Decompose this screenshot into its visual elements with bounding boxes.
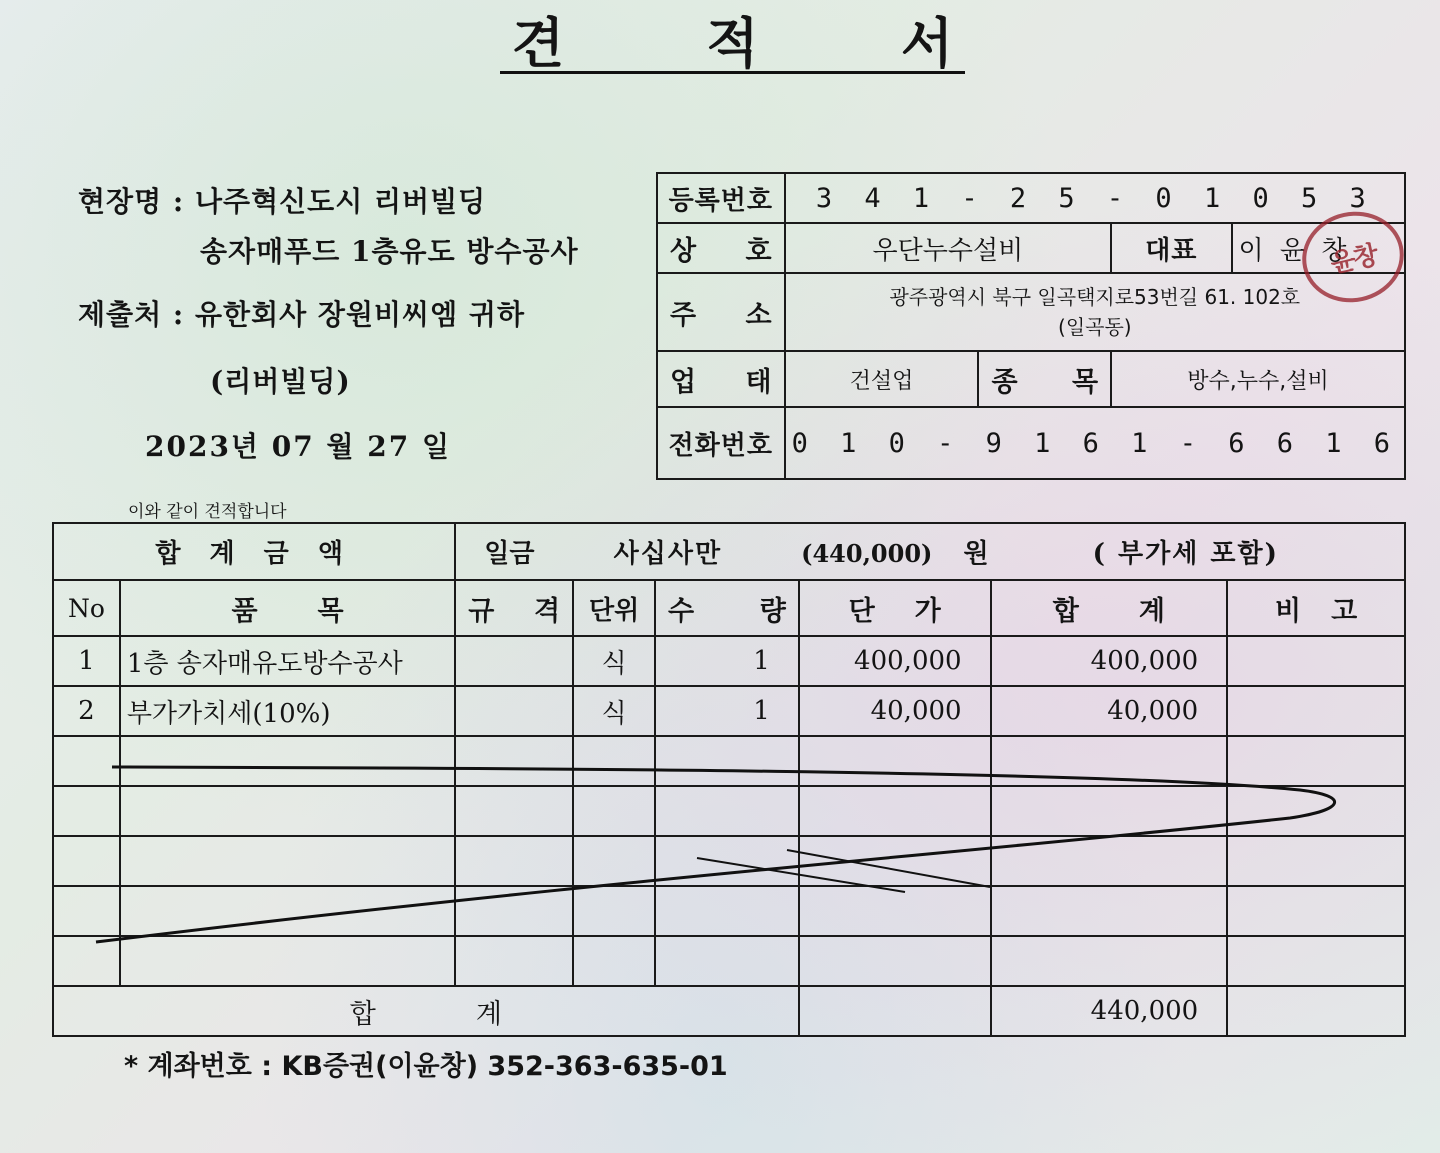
address-line1: 광주광역시 북구 일곡택지로53번길 61. 102호 [889, 285, 1301, 309]
col-total: 합 계 [991, 580, 1228, 636]
reg-number: 3 4 1 - 2 5 - 0 1 0 5 3 [785, 173, 1405, 223]
col-unit: 단위 [573, 580, 655, 636]
tel-number: 0 1 0 - 9 1 6 1 - 6 6 1 6 [785, 407, 1405, 479]
summary-unit: 원 [963, 539, 989, 569]
row-no: 2 [53, 686, 120, 736]
seal-stamp: 윤창 [1294, 202, 1412, 311]
col-remark: 비 고 [1227, 580, 1405, 636]
summary-korean: 사십사만 [613, 539, 723, 569]
row-unit: 식 [573, 686, 655, 736]
total-amount: 440,000 [991, 986, 1228, 1036]
tel-label: 전화번호 [657, 407, 785, 479]
name-label: 상 호 [657, 223, 785, 273]
recipient-line2: (리버빌딩) [210, 365, 351, 398]
summary-numeric: (440,000) [801, 539, 933, 568]
col-price: 단 가 [799, 580, 991, 636]
row-total: 400,000 [991, 636, 1228, 686]
row-item: 부가가치세(10%) [120, 686, 455, 736]
quote-date: 2023년 07 월 27 일 [145, 430, 451, 463]
account-info: * 계좌번호 : KB증권(이윤창) 352-363-635-01 [124, 1051, 728, 1082]
biz-item: 방수,누수,설비 [1111, 351, 1405, 407]
recipient: 제출처 : 유한회사 장원비씨엠 귀하 [78, 298, 526, 331]
summary-prefix: 일금 [484, 539, 535, 569]
row-price: 400,000 [799, 636, 991, 686]
row-price: 40,000 [799, 686, 991, 736]
row-unit: 식 [573, 636, 655, 686]
site-name-line2: 송자매푸드 1층유도 방수공사 [200, 235, 579, 268]
row-qty: 1 [655, 686, 799, 736]
biz-label: 업 태 [657, 351, 785, 407]
col-qty: 수 량 [655, 580, 799, 636]
row-qty: 1 [655, 636, 799, 686]
company-name: 우단누수설비 [785, 223, 1112, 273]
title-char-2: 적 [706, 11, 759, 75]
biz-type: 건설업 [785, 351, 979, 407]
title-char-1: 견 [512, 11, 565, 75]
rep-label: 대표 [1111, 223, 1231, 273]
reg-label: 등록번호 [657, 173, 785, 223]
item-label: 종 목 [978, 351, 1111, 407]
col-no: No [53, 580, 120, 636]
row-total: 40,000 [991, 686, 1228, 736]
site-name: 현장명 : 나주혁신도시 리버빌딩 [78, 185, 487, 218]
addr-label: 주 소 [657, 273, 785, 351]
summary-label: 합 계 금 액 [53, 523, 455, 580]
title-char-3: 서 [900, 11, 953, 75]
row-item: 1층 송자매유도방수공사 [120, 636, 455, 686]
quote-note: 이와 같이 견적합니다 [128, 502, 287, 522]
col-spec: 규 격 [455, 580, 573, 636]
rep-name: 이 윤 창 [1232, 223, 1406, 273]
row-no: 1 [53, 636, 120, 686]
vat-note: ( 부가세 포함) [1092, 539, 1279, 569]
total-label: 합 계 [53, 986, 799, 1036]
address-line2: (일곡동) [1058, 315, 1132, 339]
col-item: 품 목 [120, 580, 455, 636]
